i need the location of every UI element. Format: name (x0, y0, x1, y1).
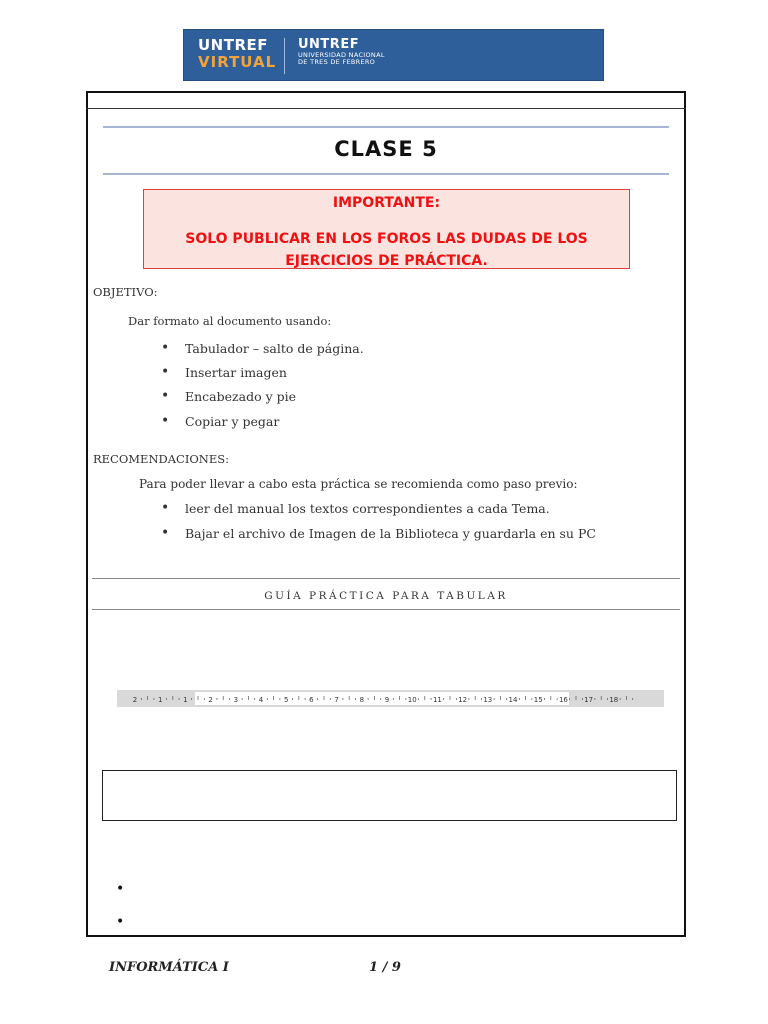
important-heading: IMPORTANTE: (332, 195, 441, 211)
footer-page-number: 1 / 9 (369, 960, 401, 975)
logo-word-untref: UNTREF (198, 36, 269, 54)
ruler-label: 12 (458, 696, 468, 704)
ruler-label: 2 (208, 696, 213, 704)
ruler-label: 18 (609, 696, 619, 704)
logo-word-untref-right: UNTREF (298, 37, 360, 52)
recommendations-label: RECOMENDACIONES: (93, 452, 230, 466)
ruler-label: 8 (359, 696, 365, 704)
logo-word-virtual: VIRTUAL (198, 53, 277, 71)
title-rule-top (103, 126, 669, 128)
logo-divider (284, 38, 285, 74)
ruler-label: 14 (508, 696, 518, 704)
bullet-icon: • (161, 500, 170, 516)
ruler-label: 2 (132, 696, 138, 704)
ruler-label: 13 (483, 696, 493, 704)
important-body: SOLO PUBLICAR EN LOS FOROS LAS DUDAS DE LOS EJERCICIOS DE PRÁCTICA. (185, 231, 588, 269)
ruler-graphic (117, 690, 664, 707)
bullet-icon: • (161, 413, 170, 429)
ruler-label: 17 (584, 696, 594, 704)
untref-university-logo (298, 37, 385, 66)
ruler-label: 6 (309, 696, 314, 704)
logo-subtitle-line2: DE TRES DE FEBRERO (298, 58, 376, 66)
page-title: CLASE 5 (334, 137, 438, 161)
empty-bullet: • (116, 914, 125, 930)
recommendations-intro: Para poder llevar a cabo esta práctica se recomienda como paso previo: (139, 477, 578, 491)
empty-text-frame (102, 770, 677, 821)
ruler-label: 7 (334, 696, 339, 704)
untref-logo-banner (183, 29, 604, 81)
objective-item: • Tabulador – salto de página. (161, 340, 364, 356)
ruler-label: 5 (283, 696, 289, 704)
objective-intro: Dar formato al documento usando: (128, 314, 332, 328)
tab-ruler-image (117, 690, 664, 707)
section-rule-bottom (92, 609, 680, 610)
ruler-label: 1 (157, 696, 163, 704)
section-rule-top (92, 578, 680, 579)
ruler-label: 16 (558, 696, 568, 704)
bullet-icon: • (161, 364, 170, 380)
empty-bullet: • (116, 881, 125, 897)
recommendation-item: • leer del manual los textos correspondientes a cada Tema. (161, 500, 550, 516)
section-title: GUÍA PRÁCTICA PARA TABULAR (264, 590, 508, 602)
important-notice-box (143, 189, 630, 269)
objective-item: • Copiar y pegar (161, 413, 280, 429)
bullet-icon: • (161, 525, 170, 541)
ruler-label: 11 (432, 696, 442, 704)
ruler-label: 1 (183, 696, 188, 704)
ruler-label: 15 (533, 696, 543, 704)
footer-course-name: INFORMÁTICA I (109, 960, 229, 975)
ruler-label: 4 (258, 696, 264, 704)
bullet-icon: • (161, 388, 170, 404)
untref-virtual-logo (198, 37, 276, 71)
objective-item: • Insertar imagen (161, 364, 287, 380)
ruler-label: 9 (384, 696, 390, 704)
recommendation-item: • Bajar el archivo de Imagen de la Biblioteca y guardarla en su PC (161, 525, 596, 541)
ruler-label: 10 (407, 696, 417, 704)
frame-header-line (86, 108, 686, 109)
bullet-icon: • (161, 340, 170, 356)
title-rule-bottom (103, 173, 669, 175)
objective-label: OBJETIVO: (93, 285, 158, 299)
logo-subtitle-line1: UNIVERSIDAD NACIONAL (298, 51, 385, 59)
ruler-label: 3 (233, 696, 239, 704)
objective-item: • Encabezado y pie (161, 388, 296, 404)
